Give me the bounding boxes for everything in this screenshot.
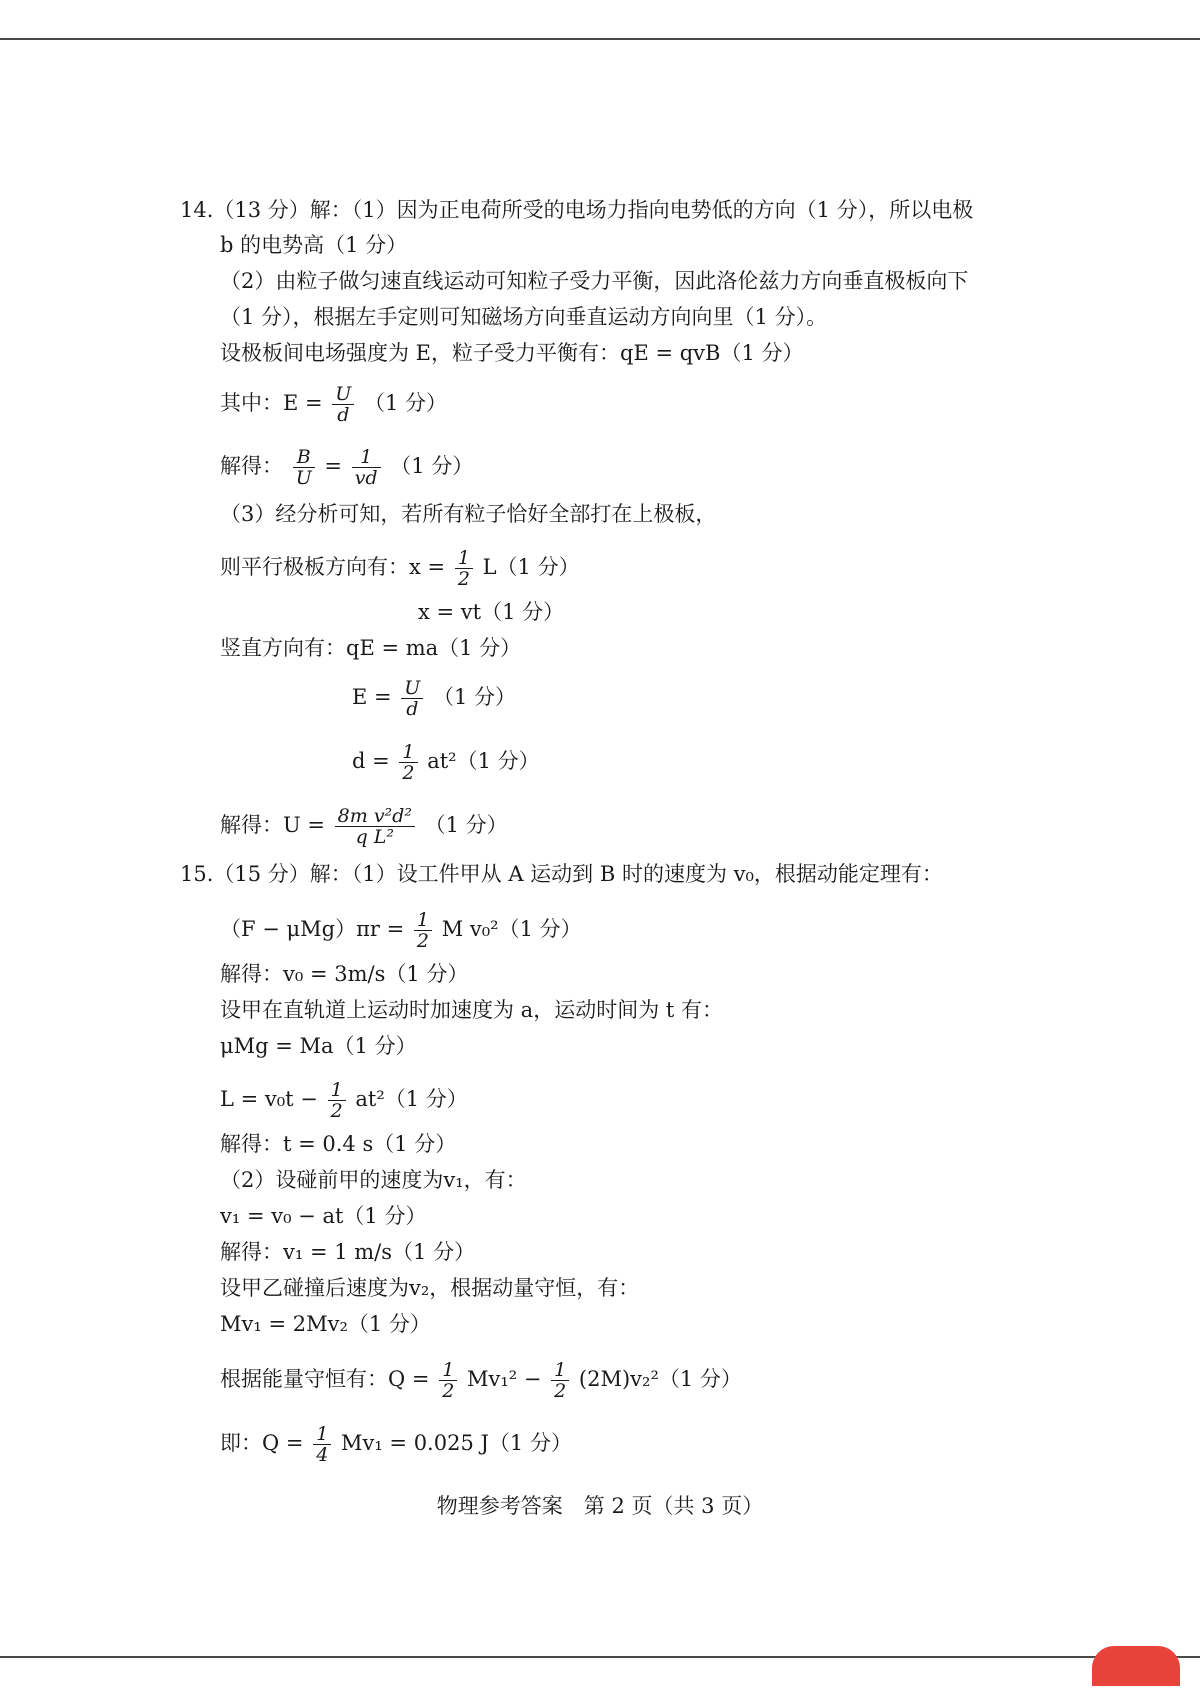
denominator: q L² bbox=[355, 826, 395, 848]
score-note: Mv₁ = 0.025 J（1 分） bbox=[340, 1431, 572, 1455]
score-note: （1 分） bbox=[433, 685, 517, 709]
denominator: U bbox=[295, 467, 312, 489]
fraction bbox=[455, 548, 473, 589]
term: Mv₁² − bbox=[466, 1367, 542, 1391]
q14-eq-qe-ma: 竖直方向有：qE = ma（1 分） bbox=[220, 636, 522, 660]
q14-eq-x-half-l bbox=[220, 548, 580, 589]
q14-eq-e-ud bbox=[352, 678, 516, 719]
score-note: at²（1 分） bbox=[427, 749, 540, 773]
score-note: M v₀²（1 分） bbox=[441, 917, 582, 941]
fraction bbox=[401, 678, 423, 719]
denominator: 2 bbox=[402, 762, 415, 784]
score-note: （1 分） bbox=[390, 454, 474, 478]
fraction bbox=[293, 447, 315, 488]
score-note: L（1 分） bbox=[482, 555, 580, 579]
denominator: 2 bbox=[416, 930, 430, 952]
fraction bbox=[313, 1424, 331, 1465]
q15-eq-displacement bbox=[220, 1080, 468, 1121]
fraction bbox=[414, 910, 432, 951]
denominator: vd bbox=[354, 467, 378, 489]
q14-line-5: 设极板间电场强度为 E，粒子受力平衡有：qE = qvB（1 分） bbox=[220, 341, 804, 365]
bottom-rule bbox=[0, 1656, 1200, 1658]
numerator: 1 bbox=[439, 1360, 457, 1381]
floating-action-button[interactable] bbox=[1092, 1646, 1180, 1686]
numerator: 1 bbox=[352, 447, 381, 468]
label: 解得： bbox=[220, 454, 283, 478]
q15-line-4: 设甲在直轨道上运动时加速度为 a，运动时间为 t 有： bbox=[220, 998, 723, 1022]
q15-line-11: 设甲乙碰撞后速度为v₂，根据动量守恒，有： bbox=[220, 1276, 640, 1300]
numerator: U bbox=[332, 384, 354, 405]
q14-line-8: （3）经分析可知，若所有粒子恰好全部打在上极板， bbox=[220, 502, 717, 526]
denominator: 2 bbox=[330, 1100, 343, 1122]
q14-eq-e-prefix: 其中：E = bbox=[220, 391, 323, 415]
label: L = v₀t − bbox=[220, 1087, 318, 1111]
numerator: 1 bbox=[313, 1424, 331, 1445]
fraction bbox=[328, 1080, 346, 1121]
numerator: 1 bbox=[328, 1080, 346, 1101]
numerator: 1 bbox=[551, 1360, 569, 1381]
q15-eq-work-energy bbox=[220, 910, 582, 951]
fraction bbox=[335, 806, 415, 847]
equals-sign: = bbox=[324, 454, 342, 478]
q15-eq-v0-result: 解得：v₀ = 3m/s（1 分） bbox=[220, 962, 469, 986]
q14-line-2: b 的电势高（1 分） bbox=[220, 233, 408, 257]
numerator: 8m v²d² bbox=[335, 806, 415, 827]
q14-eq-x-vt: x = vt（1 分） bbox=[418, 600, 565, 624]
label: 解得：U = bbox=[220, 813, 325, 837]
page-footer: 物理参考答案 第 2 页（共 3 页） bbox=[436, 1494, 764, 1518]
q14-line-3: （2）由粒子做匀速直线运动可知粒子受力平衡，因此洛伦兹力方向垂直极板向下 bbox=[220, 269, 969, 293]
label: d = bbox=[352, 749, 390, 773]
numerator: 1 bbox=[414, 910, 432, 931]
q15-line-8: （2）设碰前甲的速度为v₁，有： bbox=[220, 1168, 527, 1192]
score-note: at²（1 分） bbox=[355, 1087, 468, 1111]
denominator: 2 bbox=[442, 1380, 455, 1402]
score-note: （1 分） bbox=[364, 391, 448, 415]
denominator: d bbox=[337, 404, 350, 426]
denominator: d bbox=[406, 698, 419, 720]
q14-eq-e-definition bbox=[220, 384, 447, 425]
fraction bbox=[551, 1360, 569, 1401]
denominator: 2 bbox=[554, 1380, 567, 1402]
label: 根据能量守恒有：Q = bbox=[220, 1367, 430, 1391]
label: 即：Q = bbox=[220, 1431, 304, 1455]
q14-line-4: （1 分），根据左手定则可知磁场方向垂直运动方向向里（1 分）。 bbox=[220, 305, 828, 329]
fraction bbox=[399, 742, 417, 783]
q14-eq-b-over-u bbox=[220, 447, 473, 488]
denominator: 2 bbox=[457, 568, 470, 590]
q15-line-1: 15.（15 分）解：（1）设工件甲从 A 运动到 B 时的速度为 v₀，根据动能定理有： bbox=[180, 862, 943, 886]
numerator: 1 bbox=[455, 548, 473, 569]
q14-eq-u-result bbox=[220, 806, 508, 847]
numerator: U bbox=[401, 678, 423, 699]
label: （F − μMg）πr = bbox=[220, 917, 405, 941]
fraction bbox=[352, 447, 381, 488]
q15-eq-v1: v₁ = v₀ − at（1 分） bbox=[220, 1204, 427, 1228]
q15-eq-friction: μMg = Ma（1 分） bbox=[220, 1034, 417, 1058]
q15-eq-momentum: Mv₁ = 2Mv₂（1 分） bbox=[220, 1312, 431, 1336]
q14-line-1: 14.（13 分）解：（1）因为正电荷所受的电场力指向电势低的方向（1 分），所以电极 bbox=[180, 198, 974, 222]
q14-eq-d-half-at2 bbox=[352, 742, 540, 783]
numerator: B bbox=[293, 447, 315, 468]
label: 则平行极板方向有：x = bbox=[220, 555, 446, 579]
q15-eq-t-result: 解得：t = 0.4 s（1 分） bbox=[220, 1132, 457, 1156]
numerator: 1 bbox=[399, 742, 417, 763]
label: E = bbox=[352, 685, 392, 709]
score-note: (2M)v₂²（1 分） bbox=[578, 1367, 742, 1391]
q15-eq-v1-result: 解得：v₁ = 1 m/s（1 分） bbox=[220, 1240, 476, 1264]
fraction bbox=[439, 1360, 457, 1401]
score-note: （1 分） bbox=[424, 813, 508, 837]
q15-eq-energy-loss bbox=[220, 1360, 742, 1401]
denominator: 4 bbox=[316, 1444, 329, 1466]
fraction bbox=[332, 384, 354, 425]
q15-eq-q-result bbox=[220, 1424, 572, 1465]
